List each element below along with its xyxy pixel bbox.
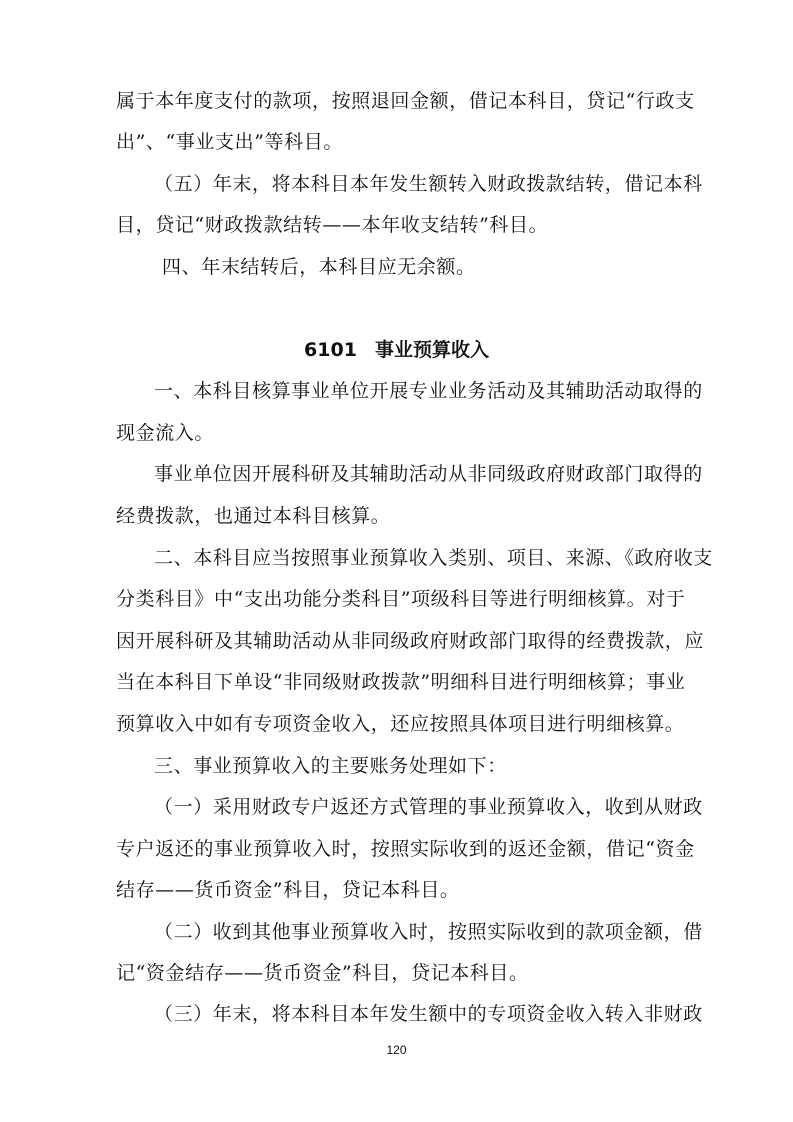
paragraph-line: 经费拨款，也通过本科目核算。 bbox=[116, 505, 391, 527]
paragraph-line: 结存——货币资金”科目，贷记本科目。 bbox=[116, 879, 460, 901]
paragraph-line: 预算收入中如有专项资金收入，还应按照具体项目进行明细核算。 bbox=[116, 713, 685, 735]
paragraph-line: 二、本科目应当按照事业预算收入类别、项目、来源、《政府收支 bbox=[154, 547, 713, 569]
paragraph-line: （一）采用财政专户返还方式管理的事业预算收入，收到从财政 bbox=[154, 796, 703, 818]
paragraph-line: 三、事业预算收入的主要账务处理如下： bbox=[154, 755, 507, 777]
paragraph-line: 专户返还的事业预算收入时，按照实际收到的返还金额，借记“资金 bbox=[116, 838, 695, 860]
section-title: 事业预算收入 bbox=[374, 339, 489, 361]
section-heading bbox=[0, 337, 793, 363]
paragraph-line: （三）年末，将本科目本年发生额中的专项资金收入转入非财政 bbox=[154, 1003, 703, 1025]
paragraph-line: 分类科目》中“支出功能分类科目”项级科目等进行明细核算。对于 bbox=[116, 588, 686, 610]
page-number: 120 bbox=[386, 1043, 407, 1057]
paragraph-line: 一、本科目核算事业单位开展专业业务活动及其辅助活动取得的 bbox=[154, 380, 703, 402]
paragraph-line: 属于本年度支付的款项，按照退回金额，借记本科目，贷记“行政支 bbox=[116, 90, 695, 112]
paragraph-line: （五）年末，将本科目本年发生额转入财政拨款结转，借记本科 bbox=[154, 173, 703, 195]
paragraph-line: 四、年末结转后，本科目应无余额。 bbox=[162, 256, 476, 278]
paragraph-line: 事业单位因开展科研及其辅助活动从非同级政府财政部门取得的 bbox=[154, 463, 703, 485]
paragraph-line: 现金流入。 bbox=[116, 422, 215, 444]
paragraph-line: 出”、“事业支出”等科目。 bbox=[116, 131, 343, 153]
paragraph-line: 记“资金结存——货币资金”科目，贷记本科目。 bbox=[116, 962, 529, 984]
paragraph-line: 当在本科目下单设“非同级财政拨款”明细科目进行明细核算；事业 bbox=[116, 671, 686, 693]
section-code: 6101 bbox=[304, 339, 357, 361]
paragraph-line: （二）收到其他事业预算收入时，按照实际收到的款项金额，借 bbox=[154, 921, 703, 943]
paragraph-line: 因开展科研及其辅助活动从非同级政府财政部门取得的经费拨款，应 bbox=[116, 630, 705, 652]
paragraph-line: 目，贷记“财政拨款结转——本年收支结转”科目。 bbox=[116, 214, 549, 236]
